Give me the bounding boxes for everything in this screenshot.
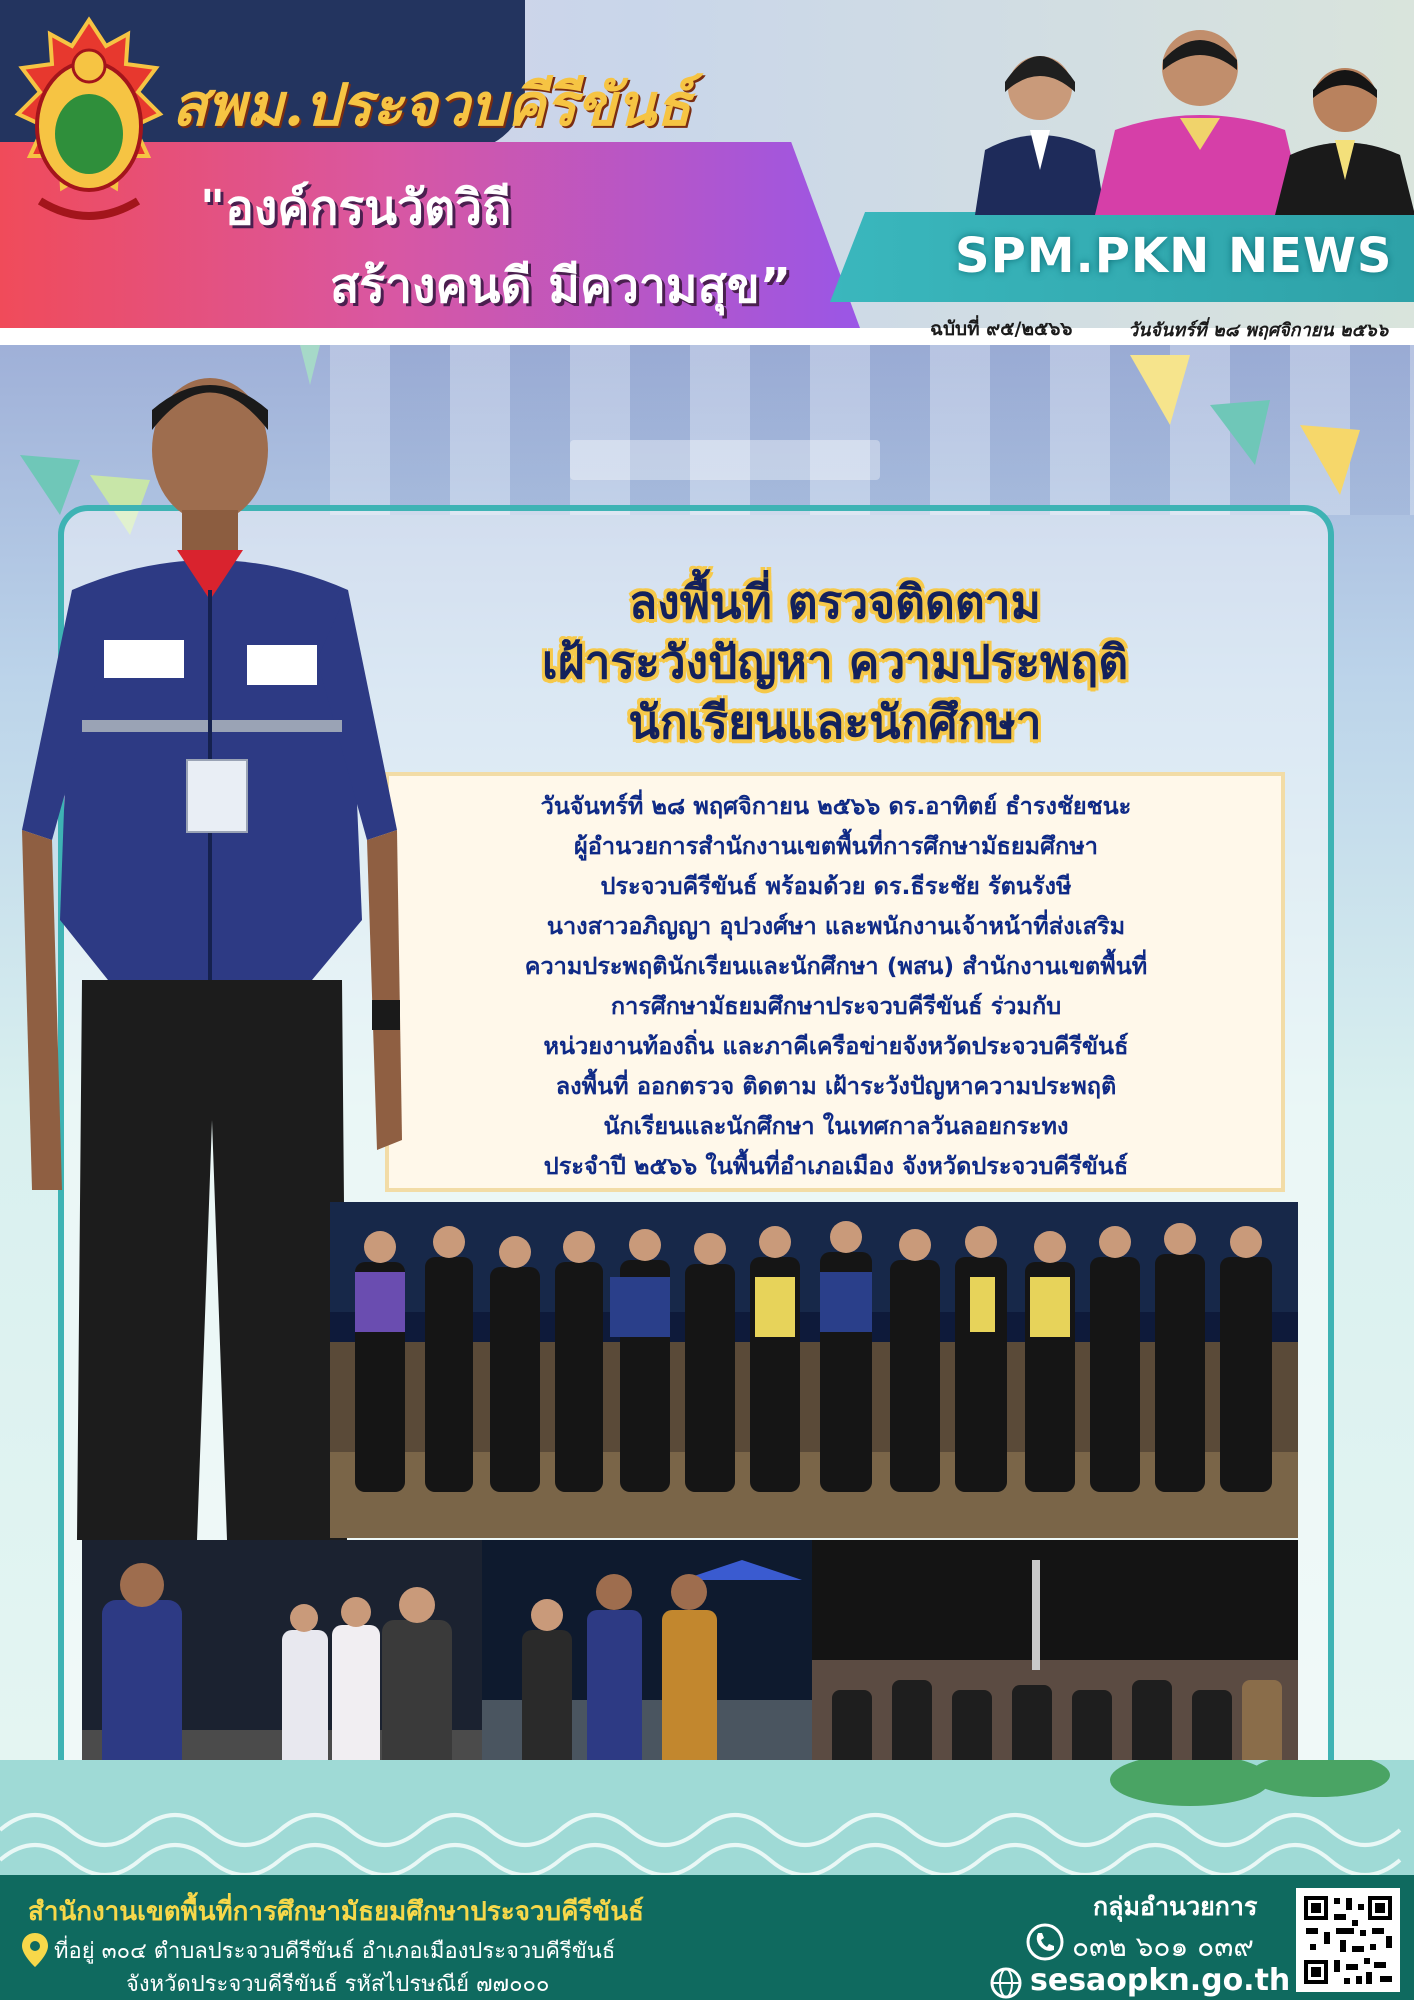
- headline-line-1: ลงพื้นที่ ตรวจติดตาม: [629, 575, 1041, 629]
- org-title: สพม.ประจวบคีรีขันธ์: [172, 71, 692, 139]
- body-line: ประจำปี ๒๕๖๖ ในพื้นที่อำเภอเมือง จังหวัดประจวบคีรีขันธ์: [543, 1152, 1129, 1180]
- footer-department: กลุ่มอำนวยการ: [1093, 1892, 1258, 1921]
- phone-icon: [1026, 1923, 1064, 1961]
- wave-decoration: [0, 1760, 1414, 1875]
- footer-address-line-2: จังหวัดประจวบคีรีขันธ์ รหัสไปรษณีย์ ๗๗๐๐๐: [126, 1972, 550, 1997]
- footer-org-name: สำนักงานเขตพื้นที่การศึกษามัธยมศึกษาประจวบคีรีขันธ์: [28, 1897, 644, 1927]
- body-text: [392, 786, 1280, 1186]
- slogan-line-2: สร้างคนดี มีความสุข”: [330, 258, 792, 314]
- body-line: การศึกษามัธยมศึกษาประจวบคีรีขันธ์ ร่วมกับ: [610, 992, 1062, 1020]
- obec-logo-icon: [10, 16, 168, 226]
- slogan-line-1: "องค์กรนวัตวิถี: [200, 180, 512, 236]
- globe-icon: [990, 1967, 1022, 1999]
- news-title: SPM.PKN NEWS: [955, 228, 1393, 284]
- header: [0, 0, 1414, 345]
- body-line: ความประพฤตินักเรียนและนักศึกษา (พสน) สำนักงานเขตพื้นที่: [524, 952, 1148, 980]
- issue-date: วันจันทร์ที่ ๒๘ พฤศจิกายน ๒๕๖๖: [1128, 320, 1389, 341]
- body-line: ผู้อำนวยการสำนักงานเขตพื้นที่การศึกษามัธยมศึกษา: [574, 832, 1098, 860]
- headline-line-3: นักเรียนและนักศึกษา: [628, 695, 1042, 749]
- footer-website-link[interactable]: sesaopkn.go.th: [1030, 1963, 1291, 1998]
- qr-code-icon[interactable]: [1296, 1888, 1400, 1992]
- group-photo: [330, 1202, 1298, 1538]
- issue-number: ฉบับที่ ๙๕/๒๕๖๖: [930, 318, 1073, 340]
- body-line: หน่วยงานท้องถิ่น และภาคีเครือข่ายจังหวัดประจวบคีรีขันธ์: [543, 1032, 1129, 1060]
- headline: [380, 572, 1290, 752]
- headline-line-2: เฝ้าระวังปัญหา ความประพฤติ: [541, 635, 1129, 689]
- footer-phone[interactable]: ๐๓๒ ๖๐๑ ๐๓๙: [1072, 1930, 1254, 1963]
- footer-address-line-1: ที่อยู่ ๓๐๔ ตำบลประจวบคีรีขันธ์ อำเภอเมืองประจวบคีรีขันธ์: [54, 1939, 616, 1964]
- footer: [0, 1875, 1414, 2000]
- body-line: นางสาวอภิญญา อุปวงศ์ษา และพนักงานเจ้าหน้าที่ส่งเสริม: [546, 912, 1126, 940]
- body-line: ลงพื้นที่ ออกตรวจ ติดตาม เฝ้าระวังปัญหาความประพฤติ: [555, 1072, 1117, 1100]
- location-pin-icon: [22, 1933, 48, 1967]
- body-line: ประจวบคีรีขันธ์ พร้อมด้วย ดร.ธีระชัย รัตนรังษี: [600, 872, 1072, 900]
- executives-photo: [975, 20, 1414, 215]
- body-line: วันจันทร์ที่ ๒๘ พฤศจิกายน ๒๕๖๖ ดร.อาทิตย์ ธำรงชัยชนะ: [540, 792, 1132, 820]
- body-line: นักเรียนและนักศึกษา ในเทศกาลวันลอยกระทง: [603, 1112, 1069, 1140]
